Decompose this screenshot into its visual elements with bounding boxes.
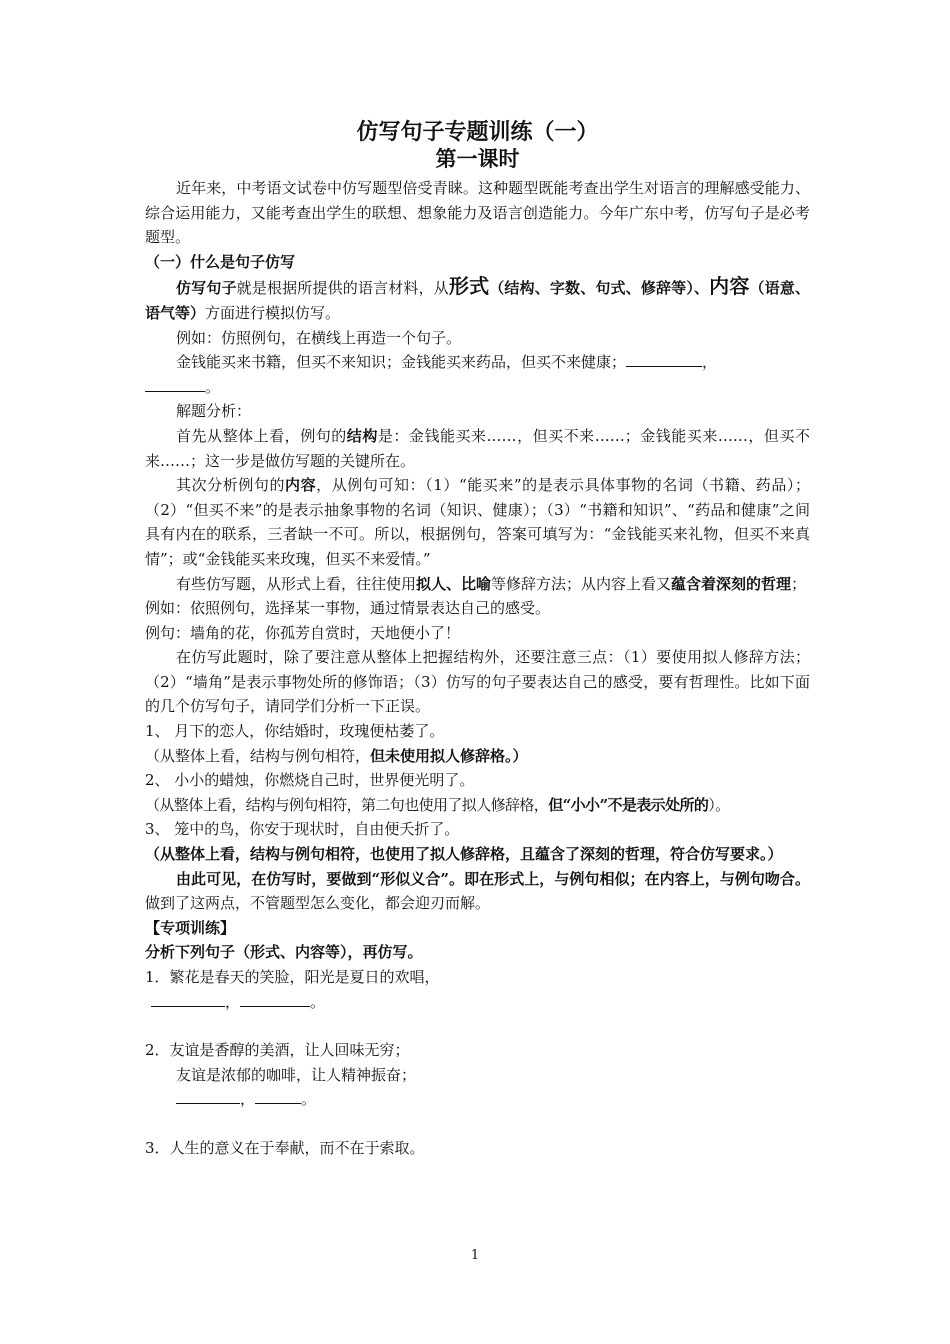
case-note: （从整体上看，结构与例句相符，也使用了拟人修辞格，且蕴含了深刻的哲理，符合仿写要求。）: [145, 845, 783, 864]
example-sentence: 金钱能买来书籍，但买不来知识；金钱能买来药品，但买不来健康； ， 。: [145, 350, 810, 399]
exercise-1: 1．繁花是春天的笑脸，阳光是夏日的欢唱，: [145, 968, 440, 986]
exercise-2: 2．友谊是香醇的美酒，让人回味无穷；: [145, 1041, 410, 1060]
example-intro: 例如：仿照例句，在横线上再造一个句子。: [176, 328, 462, 347]
case-sentence: 1、 月下的恋人，你结婚时，玫瑰便枯萎了。: [145, 722, 445, 741]
intro-paragraph: 近年来，中考语文试卷中仿写题型倍受青睐。这种题型既能考查出学生对语言的理解感受能力、综合运用能力，又能考查出学生的联想、想象能力及语言创造能力。今年广东中考，仿写句子是必考题型。: [145, 179, 810, 247]
content-keyword: 内容: [709, 274, 750, 299]
exercise-1-answer: ， 。: [145, 990, 810, 1015]
case-note: （从整体上看，结构与例句相符，但未使用拟人修辞格。）: [145, 746, 528, 765]
case-note: （从整体上看，结构与例句相符，第二句也使用了拟人修辞格，但“小小”不是表示处所的）。: [145, 795, 730, 814]
document-page: [145, 118, 810, 1161]
page-number: 1: [470, 1248, 480, 1263]
training-instruction: 分析下列句子（形式、内容等），再仿写。: [145, 943, 423, 962]
definition-paragraph: 仿写句子就是根据所提供的语言材料，从形式（结构、字数、句式、修辞等）、内容（语意、语气等）方面进行模拟仿写。: [145, 274, 810, 322]
example2-intro: 例如：依照例句，选择某一事物，通过情景表达自己的感受。: [145, 599, 551, 618]
example2-sentence: 例句：墙角的花，你孤芳自赏时，天地便小了！: [145, 623, 461, 642]
page-subtitle: 第一课时: [435, 146, 520, 171]
answer-blank[interactable]: [145, 377, 205, 392]
page-title: 仿写句子专题训练（一）: [356, 119, 599, 145]
answer-blank[interactable]: [151, 992, 225, 1007]
training-heading: 【专项训练】: [145, 918, 236, 937]
case-sentence: 3、 笼中的鸟，你安于现状时，自由便夭折了。: [145, 820, 460, 839]
exercise-3: 3．人生的意义在于奉献，而不在于索取。: [145, 1138, 425, 1157]
answer-blank[interactable]: [255, 1089, 301, 1104]
definition-term: 仿写句子: [176, 279, 237, 298]
section-heading: （一）什么是句子仿写: [145, 252, 296, 271]
analysis-structure: 首先从整体上看，例句的结构是：金钱能买来……，但买不来……；金钱能买来……，但买不来……；这一步是做仿写题的关键所在。: [145, 426, 810, 470]
case-sentence: 2、 小小的蜡烛，你燃烧自己时，世界便光明了。: [145, 771, 475, 790]
answer-blank[interactable]: [626, 352, 702, 367]
conclusion-paragraph: 由此可见，在仿写时，要做到“形似义合”。即在形式上，与例句相似；在内容上，与例句吻合。做到了这两点，不管题型怎么变化，都会迎刃而解。: [145, 869, 810, 913]
answer-blank[interactable]: [176, 1089, 240, 1104]
analysis-label: 解题分析：: [176, 402, 252, 421]
analysis-content: 其次分析例句的内容，从例句可知：（1）“能买来”的是表示具体事物的名词（书籍、药品）；（2）“但买不来”的是表示抽象事物的名词（知识、健康）；（3）“书籍和知识”、“药品和健康”之间具有内在的联系，三者缺一不可。所以，根据例句，答案可填写为：“金钱能买来礼物，但买不来真情”；或“金钱能买来玫瑰，但买不来爱情。”: [145, 476, 810, 568]
analysis-points: 在仿写此题时，除了要注意从整体上把握结构外，还要注意三点：（1）要使用拟人修辞方法；（2）“墙角”是表示事物处所的修饰语；（3）仿写的句子要表达自己的感受，要有哲理性。比如下面的几个仿写句子，请同学们分析一下正误。: [145, 648, 810, 716]
form-keyword: 形式: [448, 274, 490, 299]
exercise-2-answer: ， 。: [145, 1087, 810, 1112]
analysis-rhetoric: 有些仿写题，从形式上看，往往使用拟人、比喻等修辞方法；从内容上看又蕴含着深刻的哲理；: [176, 574, 807, 593]
answer-blank[interactable]: [240, 992, 310, 1007]
exercise-2-line2: 友谊是浓郁的咖啡，让人精神振奋；: [176, 1065, 417, 1084]
